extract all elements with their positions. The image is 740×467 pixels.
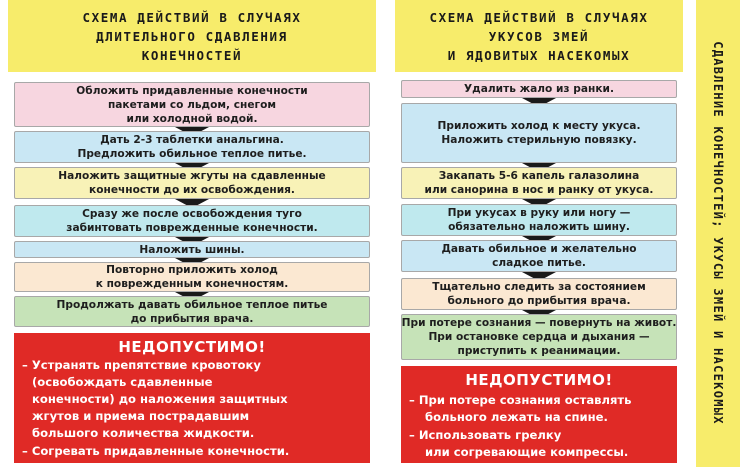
forbidden-item: жгутов и приема пострадавшим (32, 409, 250, 423)
forbidden-title: НЕДОПУСТИМО! (118, 338, 266, 356)
compression-scheme-header (8, 0, 376, 72)
bites-scheme (395, 0, 683, 467)
side-title: СДАВЛЕНИЕ КОНЕЧНОСТЕЙ; УКУСЫ ЗМЕЙ И НАСЕКОМЫХ (711, 41, 725, 425)
step-remove-sting: Удалить жало из ранки. (401, 80, 677, 98)
header-line-1: СХЕМА ДЕЙСТВИЙ В СЛУЧАЯХ (82, 9, 302, 25)
forbidden-item: – Согревать придавленные конечности. (22, 444, 290, 458)
forbidden-title: НЕДОПУСТИМО! (465, 371, 613, 389)
step-resuscitation: При потере сознания — повернуть на живот. При остановке сердца и дыхания — приступить к реанимации. (401, 314, 677, 360)
step-splints: Наложить шины. (14, 241, 370, 258)
forbidden-item: больного лежать на спине. (425, 410, 608, 424)
step-drops: Закапать 5-6 капель галазолина или санорина в нос и ранку от укуса. (401, 167, 677, 199)
step-cold-bandage: Приложить холод к месту укуса. Наложить стерильную повязку. (401, 103, 677, 163)
bites-scheme-header (395, 0, 683, 72)
forbidden-item: или согревающие компрессы. (425, 445, 629, 459)
forbidden-item: – Использовать грелку (409, 428, 562, 442)
step-sweet-drink: Давать обильное и желательно сладкое питье. (401, 240, 677, 272)
step-splint-limb: При укусах в руку или ногу — обязательно наложить шину. (401, 204, 677, 236)
forbidden-item: большого количества жидкости. (32, 426, 255, 440)
step-bandage: Сразу же после освобождения туго забинтовать поврежденные конечности. (14, 205, 370, 237)
forbidden-item: – Устранять препятствие кровотоку (22, 358, 261, 372)
header-line-1: СХЕМА ДЕЙСТВИЙ В СЛУЧАЯХ (429, 9, 649, 25)
header-line-3: И ЯДОВИТЫХ НАСЕКОМЫХ (447, 47, 631, 63)
header-line-2: ДЛИТЕЛЬНОГО СДАВЛЕНИЯ (96, 28, 288, 44)
forbidden-box (14, 333, 370, 463)
step-apply-tourniquets: Наложить защитные жгуты на сдавленные конечности до их освобождения. (14, 167, 370, 199)
compression-scheme (8, 0, 376, 467)
forbidden-item: (освобождать сдавленные (32, 375, 213, 389)
forbidden-item: – При потере сознания оставлять (409, 393, 632, 407)
forbidden-box (401, 366, 677, 463)
header-line-3: КОНЕЧНОСТЕЙ (141, 47, 243, 63)
step-warm-drink: Продолжать давать обильное теплое питье до прибытия врача. (14, 296, 370, 327)
side-title-strip (696, 0, 740, 467)
header-line-2: УКУСОВ ЗМЕЙ (488, 28, 590, 44)
step-reapply-cold: Повторно приложить холод к поврежденным конечностям. (14, 262, 370, 292)
step-give-analgin: Дать 2-3 таблетки анальгина. Предложить обильное теплое питье. (14, 131, 370, 163)
step-apply-cold: Обложить придавленные конечности пакетами со льдом, снегом или холодной водой. (14, 82, 370, 127)
step-monitor: Тщательно следить за состоянием больного до прибытия врача. (401, 278, 677, 310)
forbidden-item: конечности) до наложения защитных (32, 392, 288, 406)
